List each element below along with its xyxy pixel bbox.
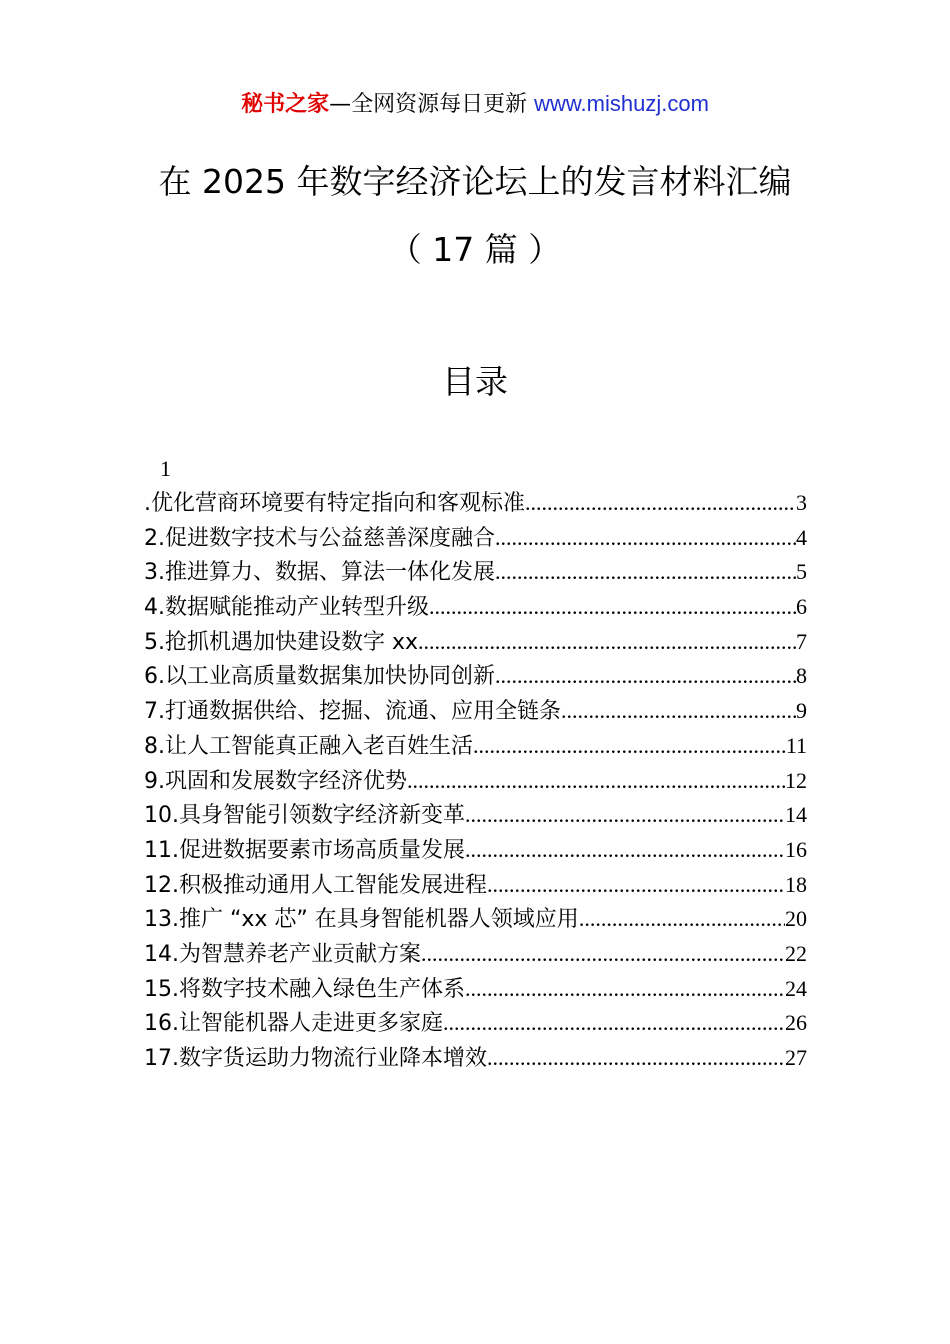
toc-dot-leader — [495, 555, 796, 590]
toc-entry-title: 2.促进数字技术与公益慈善深度融合 — [144, 525, 495, 551]
site-header — [0, 88, 950, 121]
toc-entry-title: 7.打通数据供给、挖掘、流通、应用全链条 — [144, 699, 561, 725]
toc-entry-title: 13.推广 “xx 芯” 在具身智能机器人领域应用 — [144, 907, 579, 933]
toc-entry-title: 9.巩固和发展数字经济优势 — [144, 768, 407, 794]
table-of-contents — [144, 452, 807, 1076]
toc-entry-title: 10.具身智能引领数字经济新变革 — [144, 803, 465, 829]
toc-entry-title: 5.抢抓机遇加快建设数字 xx — [144, 629, 419, 655]
toc-entry[interactable] — [144, 694, 807, 729]
toc-entry-title: 12.积极推动通用人工智能发展进程 — [144, 872, 487, 898]
toc-heading: 目录 — [442, 362, 508, 401]
toc-entry[interactable] — [144, 625, 807, 660]
toc-dot-leader — [429, 590, 796, 625]
toc-entry[interactable] — [144, 937, 807, 972]
toc-entry-page: 22 — [785, 940, 807, 966]
toc-dot-leader — [579, 902, 785, 937]
header-slogan: —全网资源每日更新 — [329, 92, 528, 117]
site-url-link[interactable]: www.mishuzj.com — [534, 91, 709, 116]
toc-entry[interactable] — [144, 833, 807, 868]
toc-entry[interactable] — [144, 764, 807, 799]
toc-dot-leader — [465, 972, 785, 1007]
toc-entry-title: 15.将数字技术融入绿色生产体系 — [144, 976, 465, 1002]
toc-entry[interactable] — [144, 555, 807, 590]
toc-dot-leader — [495, 659, 796, 694]
toc-entry-page: 12 — [785, 767, 807, 793]
toc-dot-leader — [487, 1041, 785, 1076]
toc-entry-title: 14.为智慧养老产业贡献方案 — [144, 941, 421, 967]
toc-entry-page: 6 — [796, 594, 807, 620]
toc-entry-title: 3.推进算力、数据、算法一体化发展 — [144, 560, 495, 586]
toc-entry-page: 18 — [785, 871, 807, 897]
toc-entry[interactable] — [144, 521, 807, 556]
toc-entry-page: 9 — [796, 698, 807, 724]
toc-entry-page: 16 — [785, 836, 807, 862]
document-subtitle: （ 17 篇 ） — [388, 230, 562, 269]
document-title: 在 2025 年数字经济论坛上的发言材料汇编 — [158, 162, 792, 201]
toc-first-number: 1 — [160, 456, 171, 481]
toc-entry-page: 11 — [785, 732, 807, 758]
toc-entry[interactable] — [144, 902, 807, 937]
toc-entry-page: 27 — [785, 1045, 807, 1070]
toc-entry-page: 24 — [785, 975, 807, 1001]
toc-entry[interactable] — [144, 868, 807, 903]
toc-dot-leader — [407, 764, 785, 799]
toc-entry-page: 3 — [796, 490, 807, 515]
toc-dot-leader — [487, 868, 785, 903]
toc-dot-leader — [465, 833, 785, 868]
toc-entry[interactable] — [144, 798, 807, 833]
toc-entry-page: 14 — [785, 802, 807, 828]
toc-entry-page: 26 — [785, 1010, 807, 1036]
toc-entry-title: 11.促进数据要素市场高质量发展 — [144, 837, 465, 863]
toc-entry-title: .优化营商环境要有特定指向和客观标准 — [144, 491, 525, 516]
toc-entry-title: 4.数据赋能推动产业转型升级 — [144, 595, 429, 621]
toc-entry-page: 7 — [796, 628, 807, 654]
toc-entry[interactable] — [144, 486, 807, 521]
toc-entry[interactable] — [144, 1041, 807, 1076]
toc-dot-leader — [495, 521, 796, 556]
toc-entry-page: 8 — [796, 663, 807, 689]
toc-entry-title: 17.数字货运助力物流行业降本增效 — [144, 1046, 487, 1071]
toc-dot-leader — [561, 694, 796, 729]
toc-entry[interactable] — [144, 729, 807, 764]
toc-entry-page: 4 — [796, 524, 807, 550]
toc-entry-title: 8.让人工智能真正融入老百姓生活 — [144, 733, 473, 759]
toc-entry-title: 6.以工业高质量数据集加快协同创新 — [144, 664, 495, 690]
toc-dot-leader — [418, 625, 796, 660]
toc-entry[interactable] — [144, 659, 807, 694]
toc-entry-title: 16.让智能机器人走进更多家庭 — [144, 1011, 443, 1037]
toc-entry[interactable] — [144, 972, 807, 1007]
toc-entry-page: 20 — [785, 906, 807, 932]
toc-entry-page: 5 — [796, 559, 807, 585]
toc-dot-leader — [525, 486, 796, 521]
toc-dot-leader — [465, 798, 785, 833]
toc-entry[interactable] — [144, 1006, 807, 1041]
toc-dot-leader — [473, 729, 786, 764]
toc-entry[interactable] — [144, 590, 807, 625]
brand-name: 秘书之家 — [241, 92, 330, 117]
toc-dot-leader — [443, 1006, 785, 1041]
toc-dot-leader — [421, 937, 785, 972]
